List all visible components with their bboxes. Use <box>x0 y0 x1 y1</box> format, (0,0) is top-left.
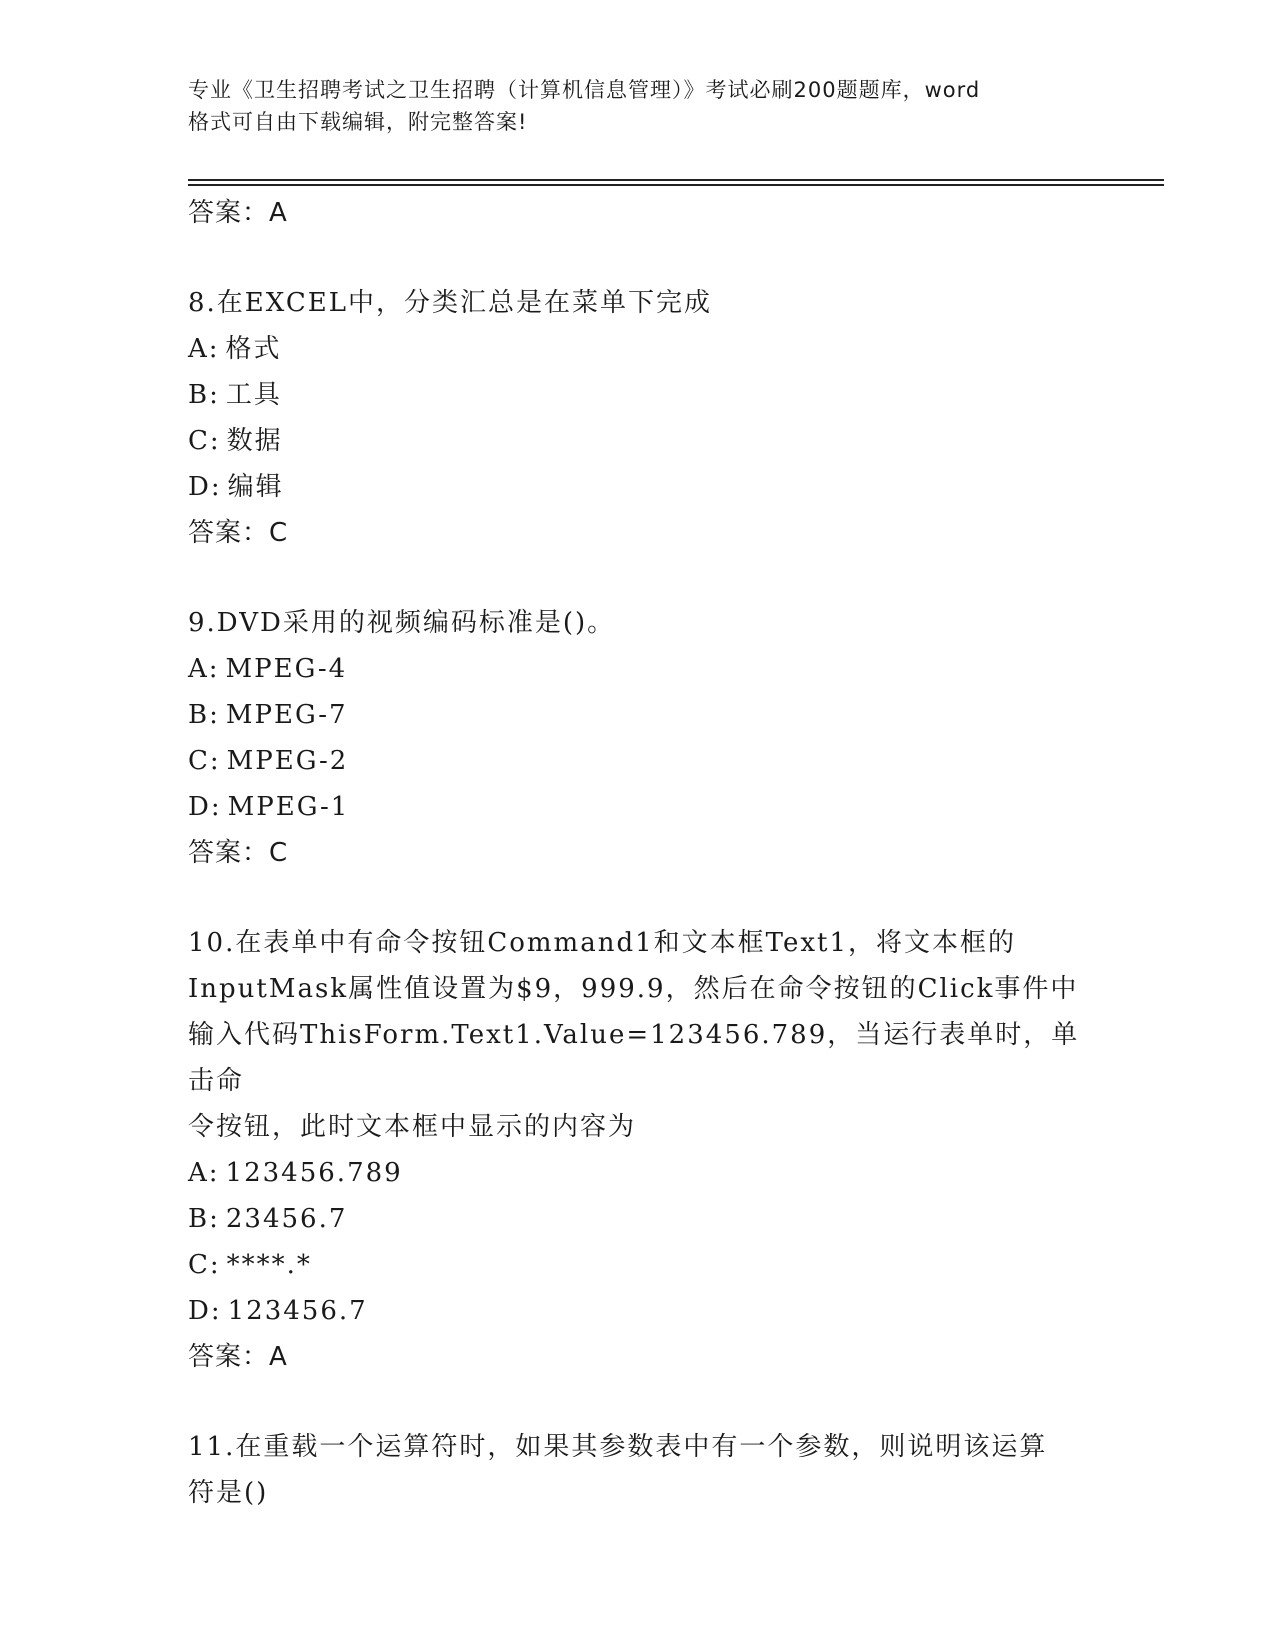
answer-line: 答案：A <box>188 1342 288 1372</box>
answer-line: 答案：C <box>188 518 289 548</box>
option-text: ****.* <box>226 1250 312 1280</box>
option-label: D: <box>188 1296 222 1326</box>
question-stem-line: 10.在表单中有命令按钮Command1和文本框Text1，将文本框的 <box>188 928 1016 958</box>
document-header <box>188 74 1108 138</box>
question-stem <box>188 280 1088 326</box>
option-label: A: <box>188 334 220 364</box>
question-block <box>188 920 1088 1380</box>
option-text: MPEG-2 <box>226 746 349 776</box>
question-stem <box>188 600 1088 646</box>
question-stem-line: 输入代码ThisForm.Text1.Value=123456.789，当运行表单时，单击命 <box>188 1020 1080 1096</box>
option-label: C: <box>188 1250 221 1280</box>
header-divider-bottom <box>188 184 1164 186</box>
answer-option <box>188 738 1088 784</box>
answer-line: 答案：A <box>188 198 288 228</box>
answer-option <box>188 326 1088 372</box>
option-label: B: <box>188 1204 220 1234</box>
answer-option <box>188 646 1088 692</box>
option-label: A: <box>188 654 220 684</box>
answer-option <box>188 464 1088 510</box>
question-stem-line: 9.DVD采用的视频编码标准是()。 <box>188 608 616 638</box>
option-label: C: <box>188 746 221 776</box>
answer-option <box>188 372 1088 418</box>
option-label: A: <box>188 1158 220 1188</box>
header-divider-top <box>188 179 1164 181</box>
option-text: 编辑 <box>227 472 284 502</box>
option-text: 123456.789 <box>225 1158 403 1188</box>
option-label: B: <box>188 380 220 410</box>
question-block <box>188 600 1088 876</box>
question-stem <box>188 1424 1088 1516</box>
answer-option <box>188 1196 1088 1242</box>
answer-option <box>188 784 1088 830</box>
answer-option <box>188 418 1088 464</box>
question-stem <box>188 920 1088 1150</box>
option-text: 123456.7 <box>227 1296 368 1326</box>
question-stem-line: 8.在EXCEL中，分类汇总是在菜单下完成 <box>188 288 712 318</box>
option-label: C: <box>188 426 221 456</box>
option-text: 格式 <box>225 334 282 364</box>
answer-option <box>188 692 1088 738</box>
header-line-2: 格式可自由下载编辑，附完整答案! <box>188 110 528 134</box>
option-label: D: <box>188 472 222 502</box>
question-stem-line: 符是() <box>188 1478 269 1508</box>
option-text: MPEG-4 <box>225 654 348 684</box>
questions-container <box>188 280 1088 1516</box>
question-block <box>188 1424 1088 1516</box>
question-stem-line: InputMask属性值设置为$9，999.9，然后在命令按钮的Click事件中 <box>188 974 1079 1004</box>
option-text: MPEG-1 <box>227 792 350 822</box>
answer-option <box>188 1150 1088 1196</box>
answer-option <box>188 1242 1088 1288</box>
option-text: 数据 <box>226 426 283 456</box>
question-stem-line: 11.在重载一个运算符时，如果其参数表中有一个参数，则说明该运算 <box>188 1432 1048 1462</box>
answer-line: 答案：C <box>188 838 289 868</box>
option-text: 工具 <box>225 380 282 410</box>
option-text: 23456.7 <box>225 1204 348 1234</box>
question-block <box>188 280 1088 556</box>
option-text: MPEG-7 <box>225 700 348 730</box>
question-list <box>188 190 1088 1516</box>
answer-option <box>188 1288 1088 1334</box>
option-label: B: <box>188 700 220 730</box>
header-line-1: 专业《卫生招聘考试之卫生招聘（计算机信息管理）》考试必刷200题题库，word <box>188 78 981 102</box>
question-stem-line: 令按钮，此时文本框中显示的内容为 <box>188 1112 637 1142</box>
option-label: D: <box>188 792 222 822</box>
